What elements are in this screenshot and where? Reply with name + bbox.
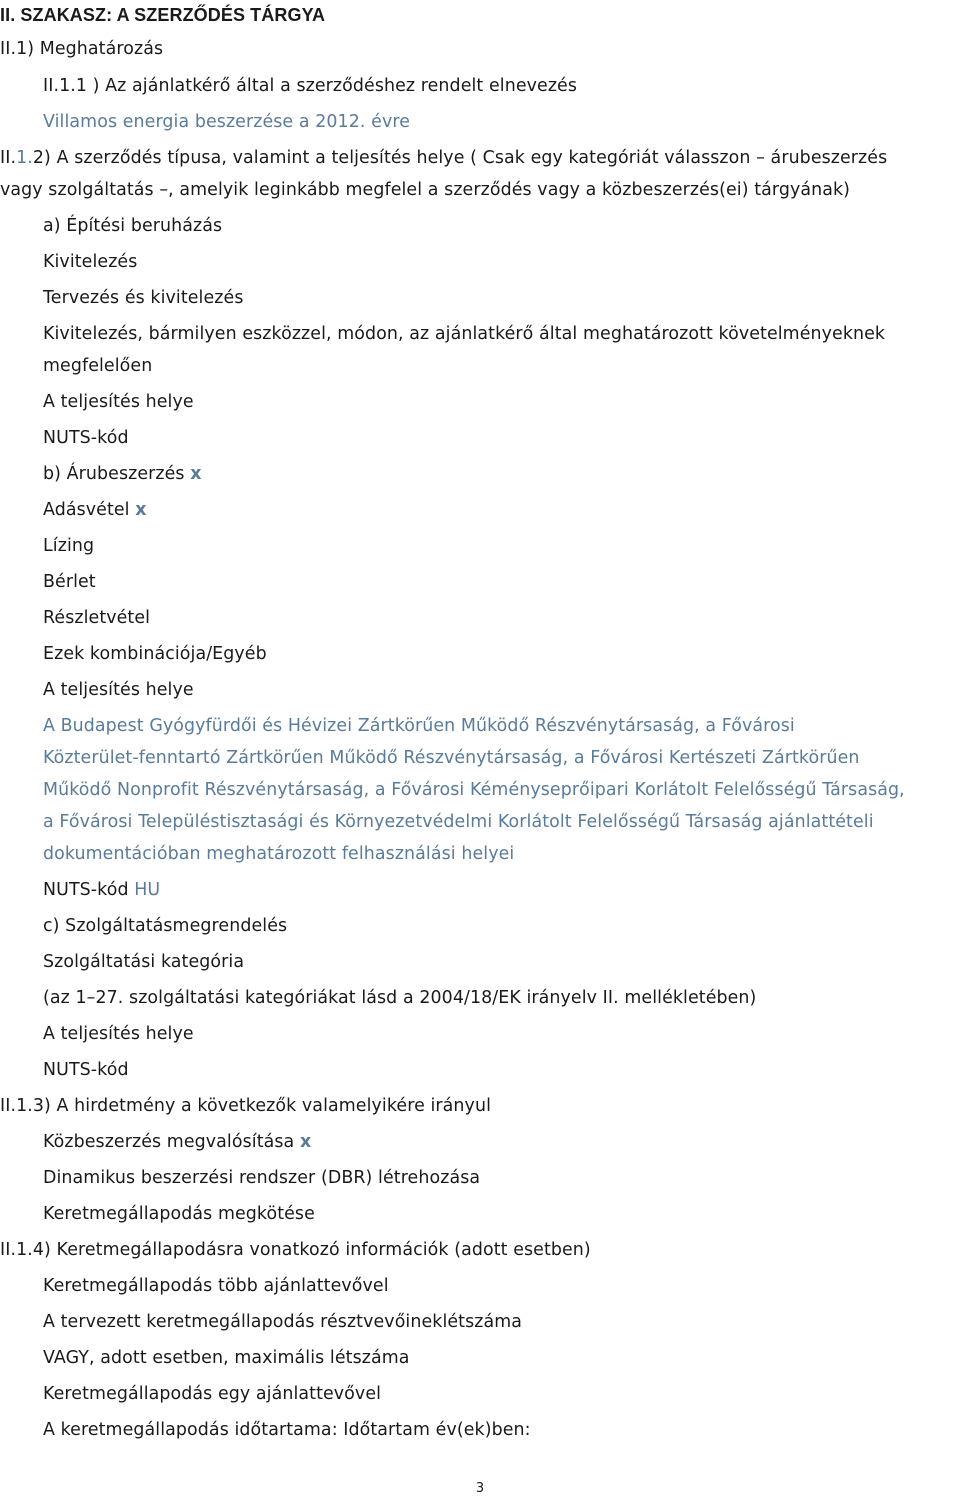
item-1-1-label: II.1.1 ) Az ajánlatkérő által a szerződéshez rendelt elnevezés bbox=[43, 76, 578, 96]
item-1-4-egy: Keretmegállapodás egy ajánlattevővel bbox=[43, 1384, 382, 1404]
category-b-title: b) Árubeszerzés bbox=[43, 464, 185, 484]
item-1-3-dbr: Dinamikus beszerzési rendszer (DBR) létrehozása bbox=[43, 1168, 481, 1188]
category-c-title: c) Szolgáltatásmegrendelés bbox=[43, 916, 288, 936]
category-b-teljesites-helye: A teljesítés helye bbox=[43, 680, 194, 700]
item-1-4-label: II.1.4) Keretmegállapodásra vonatkozó információk (adott esetben) bbox=[0, 1240, 591, 1260]
category-a-teljesites-helye: A teljesítés helye bbox=[43, 392, 194, 412]
category-c-nuts: NUTS-kód bbox=[43, 1060, 129, 1080]
delivery-place-line4: a Fővárosi Településtisztasági és Környezetvédelmi Korlátolt Felelősségű Társaság ajánlattételi bbox=[43, 812, 874, 832]
category-a-tervezes: Tervezés és kivitelezés bbox=[43, 288, 244, 308]
category-b-nuts-label: NUTS-kód bbox=[43, 880, 129, 900]
category-c-teljesites-helye: A teljesítés helye bbox=[43, 1024, 194, 1044]
category-b-adasvetel-line bbox=[43, 498, 147, 522]
category-a-kivitelezes-barmilyen-line1: Kivitelezés, bármilyen eszközzel, módon, az ajánlatkérő által meghatározott követelményeknek bbox=[43, 324, 886, 344]
category-a-kivitelezes-barmilyen-line2: megfelelően bbox=[43, 356, 153, 376]
item-1-3-keretmegallapodas: Keretmegállapodás megkötése bbox=[43, 1204, 315, 1224]
item-1-3-kozbeszerzes-line bbox=[43, 1130, 311, 1154]
item-1-2-label-line1 bbox=[0, 146, 887, 170]
item-1-2-prefix-blue: 1. bbox=[16, 148, 33, 168]
category-a-nuts: NUTS-kód bbox=[43, 428, 129, 448]
category-c-kategoria: Szolgáltatási kategória bbox=[43, 952, 245, 972]
delivery-place-line3: Működő Nonprofit Részvénytársaság, a Fővárosi Kéményseprőipari Korlátolt Felelősségű Társaság, bbox=[43, 780, 905, 800]
item-1-4-tobb: Keretmegállapodás több ajánlattevővel bbox=[43, 1276, 389, 1296]
category-b-berlet: Bérlet bbox=[43, 572, 96, 592]
item-1-2-label-text: 2) A szerződés típusa, valamint a teljesítés helye ( Csak egy kategóriát válasszon – árubeszerzés bbox=[32, 148, 888, 168]
category-c-note: (az 1–27. szolgáltatási kategóriákat lásd a 2004/18/EK irányelv II. mellékletében) bbox=[43, 988, 757, 1008]
item-1-4-idotartam: A keretmegállapodás időtartama: Időtartam év(ek)ben: bbox=[43, 1420, 531, 1440]
item-1-3-kozbeszerzes: Közbeszerzés megvalósítása bbox=[43, 1132, 295, 1152]
item-1-4-resztvevo: A tervezett keretmegállapodás résztvevőineklétszáma bbox=[43, 1312, 523, 1332]
delivery-place-line5: dokumentációban meghatározott felhasználási helyei bbox=[43, 844, 515, 864]
category-a-title: a) Építési beruházás bbox=[43, 216, 223, 236]
page-number: 3 bbox=[475, 1481, 485, 1496]
adasvetel-selected-mark: x bbox=[135, 500, 147, 520]
category-b-kombinacio: Ezek kombinációja/Egyéb bbox=[43, 644, 267, 664]
item-1-4-vagy: VAGY, adott esetben, maximális létszáma bbox=[43, 1348, 410, 1368]
category-b-adasvetel: Adásvétel bbox=[43, 500, 130, 520]
subsection-heading: II.1) Meghatározás bbox=[0, 39, 164, 59]
item-1-2-prefix: II. bbox=[0, 148, 17, 168]
category-b-lizing: Lízing bbox=[43, 536, 95, 556]
category-b-nuts-line bbox=[43, 878, 160, 902]
category-b-selected-mark: x bbox=[190, 464, 202, 484]
delivery-place-line2: Közterület-fenntartó Zártkörűen Működő Részvénytársaság, a Fővárosi Kertészeti Zártkörűen bbox=[43, 748, 860, 768]
category-b-title-line bbox=[43, 462, 202, 486]
item-1-3-label: II.1.3) A hirdetmény a következők valamelyikére irányul bbox=[0, 1096, 492, 1116]
category-a-kivitelezes: Kivitelezés bbox=[43, 252, 138, 272]
delivery-place-line1: A Budapest Gyógyfürdői és Hévizei Zártkörűen Működő Részvénytársaság, a Fővárosi bbox=[43, 716, 795, 736]
item-1-2-label-line2: vagy szolgáltatás –, amelyik leginkább megfelel a szerződés vagy a közbeszerzés(ei) tárgyának) bbox=[0, 180, 851, 200]
category-b-reszletvetel: Részletvétel bbox=[43, 608, 151, 628]
section-title: II. SZAKASZ: A SZERZŐDÉS TÁRGYA bbox=[0, 5, 326, 25]
kozbeszerzes-selected-mark: x bbox=[299, 1132, 312, 1152]
category-b-nuts-value: HU bbox=[134, 880, 161, 900]
contract-name-value: Villamos energia beszerzése a 2012. évre bbox=[43, 112, 411, 132]
